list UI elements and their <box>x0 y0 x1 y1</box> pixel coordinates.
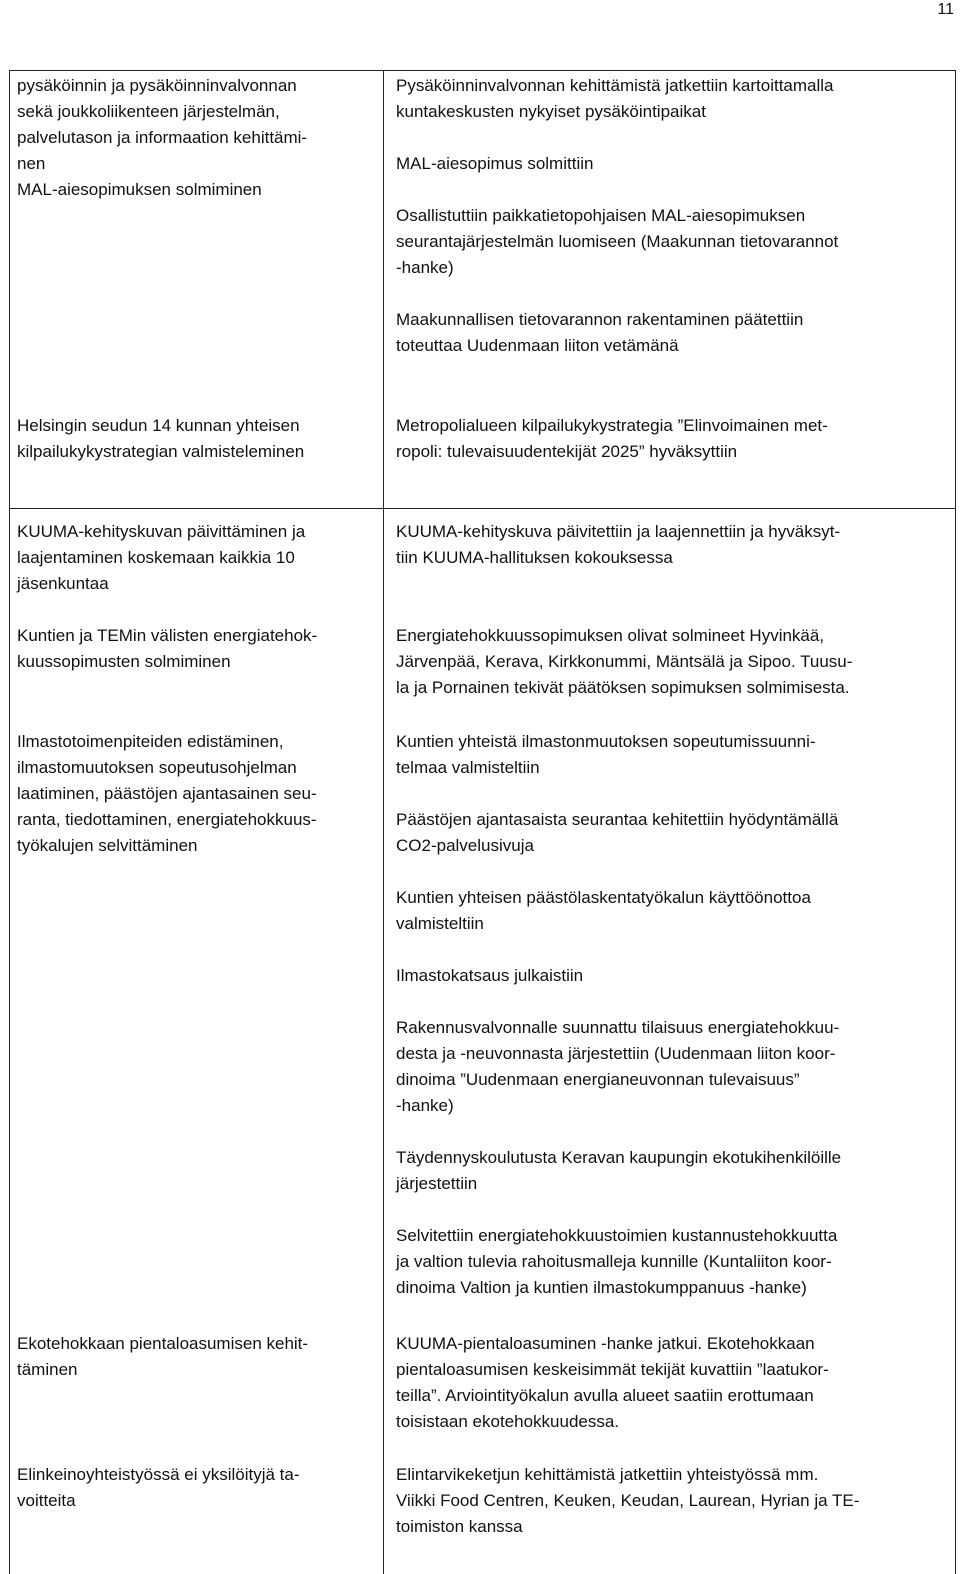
row-1-goal-text: pysäköinnin ja pysäköinninvalvonnan sekä joukkoliikenteen järjestelmän, palvelutason ja informaation kehittämi- nen MAL-aiesopimuksen solmiminen <box>17 76 308 199</box>
row-1-result-text-4: Maakunnallisen tietovarannon rakentaminen päätettiin toteuttaa Uudenmaan liiton vetämänä <box>396 310 804 355</box>
row-7-goal-text: Elinkeinoyhteistyössä ei yksilöityjä ta- voitteita <box>17 1465 300 1510</box>
row-4-goal-cell <box>17 623 377 675</box>
row-5-result-text-5: Rakennusvalvonnalle suunnattu tilaisuus energiatehokkuu- desta ja -neuvonnasta järjestettiin (Uudenmaan liiton koor- dinoima ”Uudenmaan energianeuvonnan tulevaisuus” -hanke) <box>396 1018 840 1115</box>
row-3-result-cell <box>396 519 952 571</box>
activity-table <box>9 70 956 1574</box>
row-1-result-cell <box>396 73 952 359</box>
row-3-result-text: KUUMA-kehityskuva päivitettiin ja laajennettiin ja hyväksyt- tiin KUUMA-hallituksen kokouksessa <box>396 522 841 567</box>
row-3-goal-text: KUUMA-kehityskuvan päivittäminen ja laajentaminen koskemaan kaikkia 10 jäsenkuntaa <box>17 522 306 593</box>
row-3-goal-cell <box>17 519 377 597</box>
row-2-goal-cell <box>17 413 377 465</box>
row-1-result-text-3: Osallistuttiin paikkatietopohjaisen MAL-aiesopimuksen seurantajärjestelmän luomiseen (Maakunnan tietovarannot -hanke) <box>396 206 839 277</box>
row-5-result-text-3: Kuntien yhteisen päästölaskentatyökalun käyttöönottoa valmisteltiin <box>396 888 811 933</box>
row-6-goal-cell <box>17 1331 377 1383</box>
row-2-result-text: Metropolialueen kilpailukykystrategia ”Elinvoimainen met- ropoli: tulevaisuudentekijät 2025” hyväksyttiin <box>396 416 828 461</box>
row-5-result-text-4: Ilmastokatsaus julkaistiin <box>396 966 584 985</box>
row-7-result-cell <box>396 1462 952 1540</box>
row-5-result-text-6: Täydennyskoulutusta Keravan kaupungin ekotukihenkilöille järjestettiin <box>396 1148 842 1193</box>
row-4-goal-text: Kuntien ja TEMin välisten energiatehok- kuussopimusten solmiminen <box>17 626 318 671</box>
page-number: 11 <box>937 1 954 18</box>
row-1-result-text-1: Pysäköinninvalvonnan kehittämistä jatkettiin kartoittamalla kuntakeskusten nykyiset pysäköintipaikat <box>396 76 834 121</box>
row-5-result-text-2: Päästöjen ajantasaista seurantaa kehitettiin hyödyntämällä CO2-palvelusivuja <box>396 810 839 855</box>
row-6-result-text: KUUMA-pientaloasuminen -hanke jatkui. Ekotehokkaan pientaloasumisen keskeisimmät tekijät kuvattiin ”laatukor- teilla”. Arviointityökalun avulla alueet saatiin erottumaan toisistaan ekotehokkuudessa. <box>396 1334 829 1431</box>
row-1-goal-cell <box>17 73 377 203</box>
row-5-goal-text: Ilmastotoimenpiteiden edistäminen, ilmastomuutoksen sopeutusohjelman laatiminen, päästöjen ajantasainen seu- ranta, tiedottaminen, energiatehokkuus- työkalujen selvittäminen <box>17 732 317 855</box>
row-7-result-text: Elintarvikeketjun kehittämistä jatkettiin yhteistyössä mm. Viikki Food Centren, Keuken, Keudan, Laurean, Hyrian ja TE- toimiston kanssa <box>396 1465 860 1536</box>
row-5-goal-cell <box>17 729 377 859</box>
row-divider <box>10 508 955 509</box>
row-4-result-cell <box>396 623 952 701</box>
row-5-result-text-7: Selvitettiin energiatehokkuustoimien kustannustehokkuutta ja valtion tulevia rahoitusmalleja kunnille (Kuntaliiton koor- dinoima Valtion ja kuntien ilmastokumppanuus -hanke) <box>396 1226 838 1297</box>
row-1-result-text-2: MAL-aiesopimus solmittiin <box>396 154 594 173</box>
row-2-goal-text: Helsingin seudun 14 kunnan yhteisen kilpailukykystrategian valmisteleminen <box>17 416 305 461</box>
row-2-result-cell <box>396 413 952 465</box>
row-6-result-cell <box>396 1331 952 1435</box>
row-5-result-text-1: Kuntien yhteistä ilmastonmuutoksen sopeutumissuunni- telmaa valmisteltiin <box>396 732 816 777</box>
row-6-goal-text: Ekotehokkaan pientaloasumisen kehit- täminen <box>17 1334 309 1379</box>
row-7-goal-cell <box>17 1462 377 1514</box>
row-5-result-cell <box>396 729 952 1301</box>
row-4-result-text: Energiatehokkuussopimuksen olivat solmineet Hyvinkää, Järvenpää, Kerava, Kirkkonummi, Mäntsälä ja Sipoo. Tuusu- la ja Pornainen tekivät päätöksen sopimuksen solmimisesta. <box>396 626 853 697</box>
column-divider <box>383 71 384 1574</box>
